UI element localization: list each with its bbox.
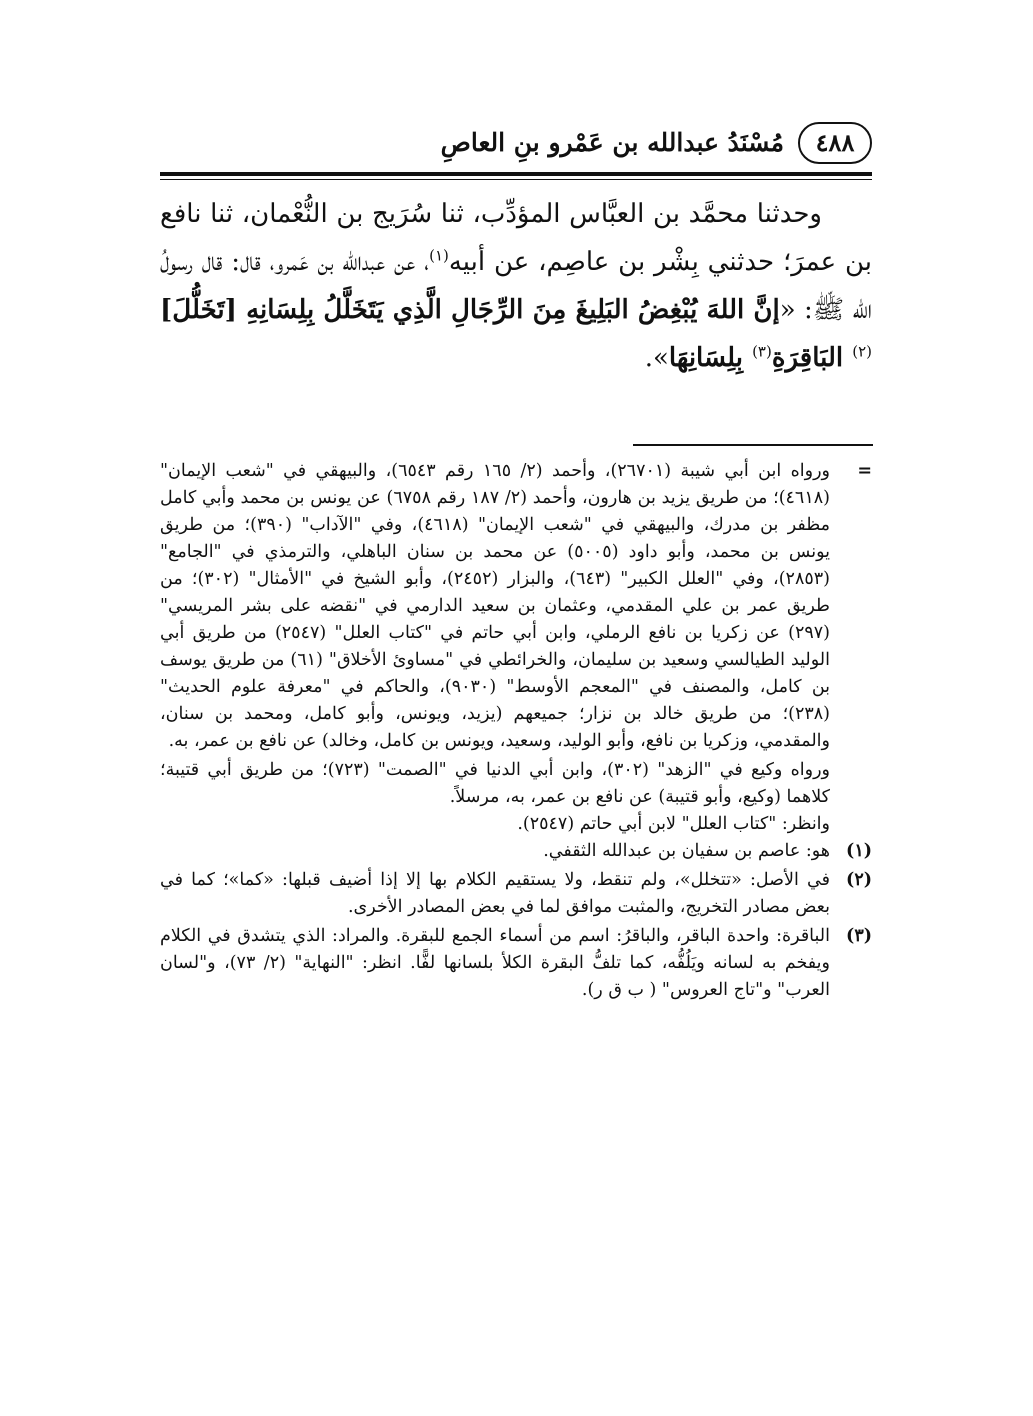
footnote-continuation-text: ورواه ابن أبي شيبة (٢٦٧٠١)، وأحمد (٢/ ١٦٥ رقم ٦٥٤٣)، والبيهقي في "شعب الإيمان" (٤٦١٨)؛ من طريق يزيد بن هارون، وأحمد (٢/ ١٨٧ رقم ٦٧٥٨) عن يونس بن محمد وأبي كامل مظفر بن مدرك، والبيهقي في "شعب الإيمان" (٤٦١٨)، وفي "الآداب" (٣٩٠)؛ من طريق يونس بن محمد، وأبو داود (٥٠٠٥) عن محمد بن سنان الباهلي، والترمذي في "الجامع" (٢٨٥٣)، وفي "العلل الكبير" (٦٤٣)، والبزار (٢٤٥٢)، وأبو الشيخ في "الأمثال" (٣٠٢)؛ من طريق عمر بن علي المقدمي، وعثمان بن سعيد الدارمي في "نقضه على بشر المريسي" (٢٩٧) عن زكريا بن نافع الرملي، وابن أبي حاتم في "كتاب العلل" (٢٥٤٧) من طريق أبي الوليد الطيالسي وسعيد بن سليمان، والخرائطي في "مساوئ الأخلاق" (٦١) من طريق يوسف بن كامل، والمصنف في "المعجم الأوسط" (٩٠٣٠)، والحاكم في "معرفة علوم الحديث" (٢٣٨)؛ من طريق خالد بن نزار؛ جميعهم (يزيد، ويونس، وأبو كامل، ومحمد بن سنان، والمقدمي، وزكريا بن نافع، وأبو الوليد، وسعيد، ويونس بن كامل، وخالد) عن نافع بن عمر، به.: [160, 461, 831, 751]
footnote-3-mark: (٣): [846, 926, 872, 946]
header-rule-thin: [160, 179, 872, 180]
main-text: [160, 190, 872, 382]
isnad-part-2: ، عن عبدالله بن عَمرو، قال: قال رسولُ الله ﷺ: «: [160, 247, 872, 325]
footnote-separator: [633, 444, 873, 446]
hadith-text-2: البَاقِرَةِ: [771, 343, 853, 373]
footnote-3-text: الباقرة: واحدة الباقر، والباقرُ: اسم من أسماء الجمع للبقرة. والمراد: الذي يتشدق في الكلام ويفخم به لسانه ويَلُفُّه، كما تلفُّ البقرة الكلأ بلسانها لفًّا. انظر: "النهاية" (٢/ ٧٣)، و"لسان العرب" و"تاج العروس" ( ب ق ر).: [160, 926, 830, 1000]
footnote-continuation-para-3: وانظر: "كتاب العلل" لابن أبي حاتم (٢٥٤٧).: [517, 814, 830, 834]
footnote-1-mark: (١): [846, 841, 872, 861]
hadith-text-1: إنَّ اللهَ يُبْغِضُ البَلِيغَ مِنَ الرِّجَالِ الَّذِي يَتَخَلَّلُ بِلِسَانِهِ [تَخَلُّلَ]: [160, 295, 780, 325]
continuation-mark: =: [857, 461, 872, 481]
page-header: [160, 118, 872, 170]
footnote-ref-1: (١): [429, 246, 449, 265]
footnote-ref-3: (٣): [752, 342, 772, 361]
page-number: ٤٨٨: [798, 122, 872, 164]
hadith-closing: ».: [644, 343, 669, 373]
running-title: مُسْنَدُ عبدالله بن عَمْرو بنِ العاصِ: [440, 128, 784, 157]
footnote-1: [160, 838, 872, 865]
footnote-2: [160, 867, 872, 921]
hadith-paragraph: [160, 190, 872, 382]
footnote-continuation: [160, 458, 872, 755]
footnote-2-text: في الأصل: «تتخلل»، ولم تنقط، ولا يستقيم الكلام بها إلا إذا أضيف قبلها: «كما»؛ كما في بعض مصادر التخريج، والمثبت موافق لما في بعض المصادر الأخرى.: [160, 870, 830, 917]
footnote-ref-2: (٢): [852, 342, 872, 361]
hadith-text-3: بِلِسَانِهَا: [668, 343, 753, 373]
footnotes: [160, 458, 872, 1006]
footnote-1-text: هو: عاصم بن سفيان بن عبدالله الثقفي.: [543, 841, 830, 861]
footnote-3: [160, 923, 872, 1004]
header-rule-thick: [160, 172, 872, 176]
footnote-continuation-para-2: ورواه وكيع في "الزهد" (٣٠٢)، وابن أبي الدنيا في "الصمت" (٧٢٣)؛ من طريق أبي قتيبة؛ كلاهما (وكيع، وأبو قتيبة) عن نافع بن عمر، به، مرسلاً.: [160, 760, 831, 807]
footnote-2-mark: (٢): [846, 870, 872, 890]
isnad-part-1: وحدثنا محمَّد بن العبَّاس المؤدِّب، ثنا سُرَيج بن النُّعْمان، ثنا نافع بن عمرَ؛ حدثني بِشْر بن عاصِم، عن أبيه: [160, 199, 872, 277]
